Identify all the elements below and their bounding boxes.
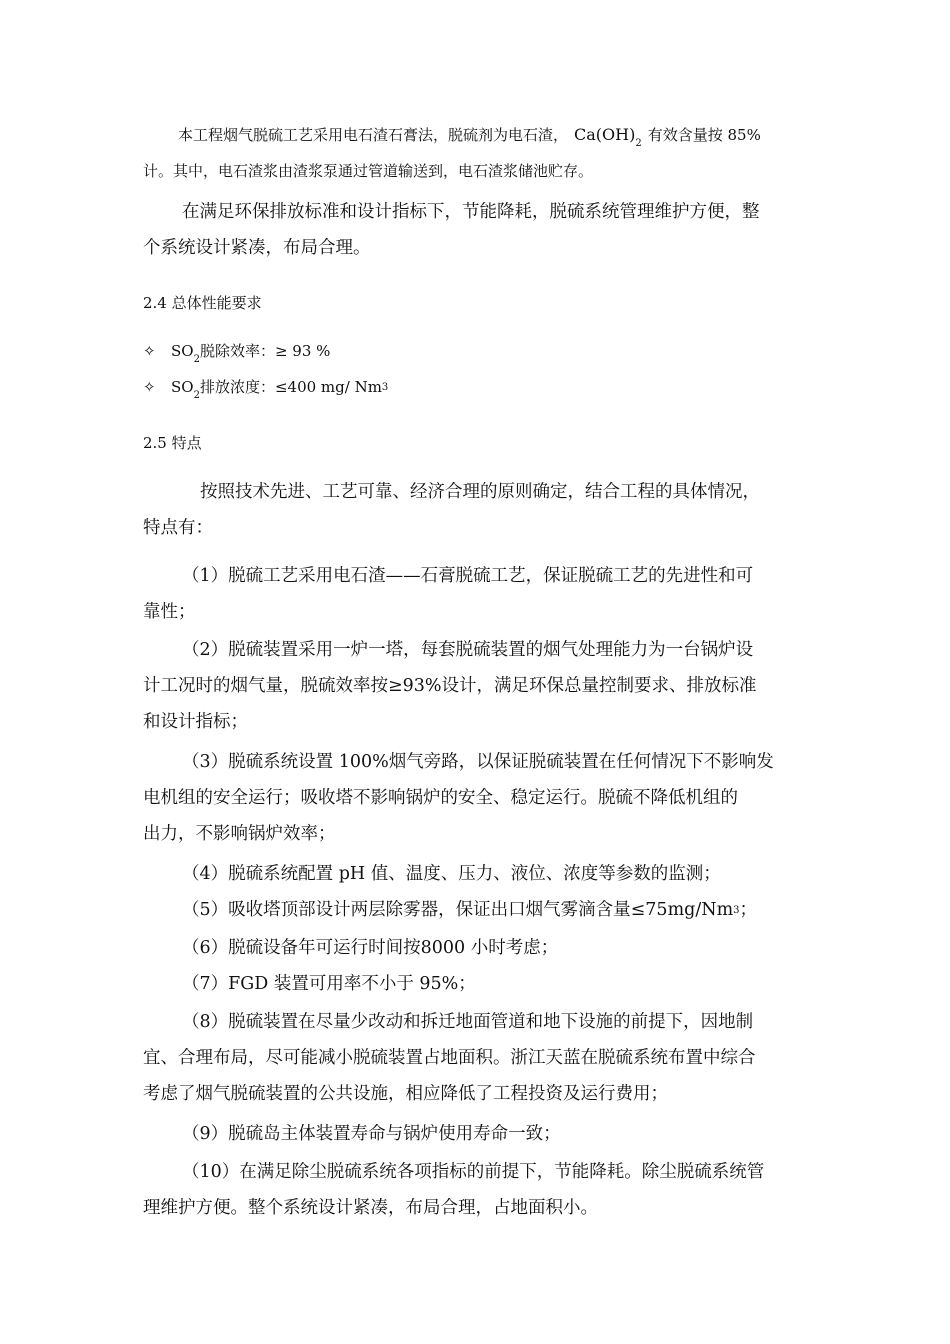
chem-subscript: 2 bbox=[635, 138, 642, 149]
feature-2-line: 计工况时的烟气量，脱硫效率按≥93%设计，满足环保总量控制要求、排放标准 bbox=[143, 676, 757, 696]
feature-7-line: （7）FGD 装置可用率不小于 95%； bbox=[182, 974, 476, 994]
feature-1-line: （1）脱硫工艺采用电石渣——石膏脱硫工艺，保证脱硫工艺的先进性和可 bbox=[182, 566, 754, 586]
section-2-5-heading: 2.5 特点 bbox=[143, 434, 202, 452]
features-intro-line-1: 按照技术先进、工艺可靠、经济合理的原则确定，结合工程的具体情况， bbox=[200, 482, 760, 502]
bullet-icon: ✧ bbox=[143, 378, 156, 396]
feature-3-line: （3）脱硫系统设置 100%烟气旁路，以保证脱硫装置在任何情况下不影响发 bbox=[182, 752, 774, 772]
unit-superscript: 3 bbox=[381, 382, 389, 393]
feature-8-line: 考虑了烟气脱硫装置的公共设施，相应降低了工程投资及运行费用； bbox=[143, 1084, 668, 1104]
principle-line-2: 个系统设计紧凑，布局合理。 bbox=[143, 238, 371, 258]
feature-3-line: 电机组的安全运行；吸收塔不影响锅炉的安全、稳定运行。脱硫不降低机组的 bbox=[143, 788, 738, 808]
feature-9-line: （9）脱硫岛主体装置寿命与锅炉使用寿命一致； bbox=[182, 1124, 561, 1144]
requirement-text: 脱除效率：≥ 93 % bbox=[199, 342, 331, 360]
feature-5-tail: ； bbox=[739, 900, 758, 920]
unit-superscript: 3 bbox=[733, 905, 740, 916]
feature-4-line: （4）脱硫系统配置 pH 值、温度、压力、液位、浓度等参数的监测； bbox=[182, 864, 721, 884]
feature-8-line: （8）脱硫装置在尽量少改动和拆迁地面管道和地下设施的前提下，因地制 bbox=[182, 1012, 754, 1032]
feature-2-line: 和设计指标； bbox=[143, 712, 248, 732]
so2-subscript: 2 bbox=[193, 390, 200, 401]
feature-6-line: （6）脱硫设备年可运行时间按8000 小时考虑； bbox=[182, 938, 559, 958]
feature-8-line: 宜、合理布局，尽可能减小脱硫装置占地面积。浙江天蓝在脱硫系统布置中综合 bbox=[143, 1048, 756, 1068]
chem-formula: Ca(OH) bbox=[574, 125, 636, 144]
feature-10-line: 理维护方便。整个系统设计紧凑，布局合理，占地面积小。 bbox=[143, 1198, 598, 1218]
intro-text-a: 本工程烟气脱硫工艺采用电石渣石膏法，脱硫剂为电石渣， bbox=[178, 126, 569, 144]
feature-2-line: （2）脱硫装置采用一炉一塔，每套脱硫装置的烟气处理能力为一台锅炉设 bbox=[182, 640, 754, 660]
requirement-item bbox=[143, 376, 389, 401]
so2-symbol: SO bbox=[171, 378, 194, 396]
so2-subscript: 2 bbox=[193, 354, 200, 365]
feature-5-text: （5）吸收塔顶部设计两层除雾器，保证出口烟气雾滴含量≤75mg/Nm bbox=[182, 900, 734, 920]
feature-10-line: （10）在满足除尘脱硫系统各项指标的前提下，节能降耗。除尘脱硫系统管 bbox=[182, 1162, 765, 1182]
so2-symbol: SO bbox=[171, 342, 194, 360]
feature-3-line: 出力，不影响锅炉效率； bbox=[143, 824, 336, 844]
bullet-icon: ✧ bbox=[143, 342, 156, 360]
intro-line-2: 计。其中，电石渣浆由渣浆泵通过管道输送到，电石渣浆储池贮存。 bbox=[143, 162, 594, 180]
features-intro-line-2: 特点有： bbox=[143, 518, 213, 538]
principle-line-1: 在满足环保排放标准和设计指标下，节能降耗，脱硫系统管理维护方便，整 bbox=[182, 202, 760, 222]
feature-1-line: 靠性； bbox=[143, 602, 196, 622]
requirement-text: 排放浓度：≤400 mg/ Nm bbox=[199, 378, 382, 396]
feature-5-line bbox=[182, 896, 757, 921]
intro-text-b: 有效含量按 85% bbox=[647, 126, 761, 144]
requirement-item bbox=[143, 340, 331, 365]
section-2-4-heading: 2.4 总体性能要求 bbox=[143, 294, 262, 312]
intro-line-1 bbox=[178, 124, 761, 149]
